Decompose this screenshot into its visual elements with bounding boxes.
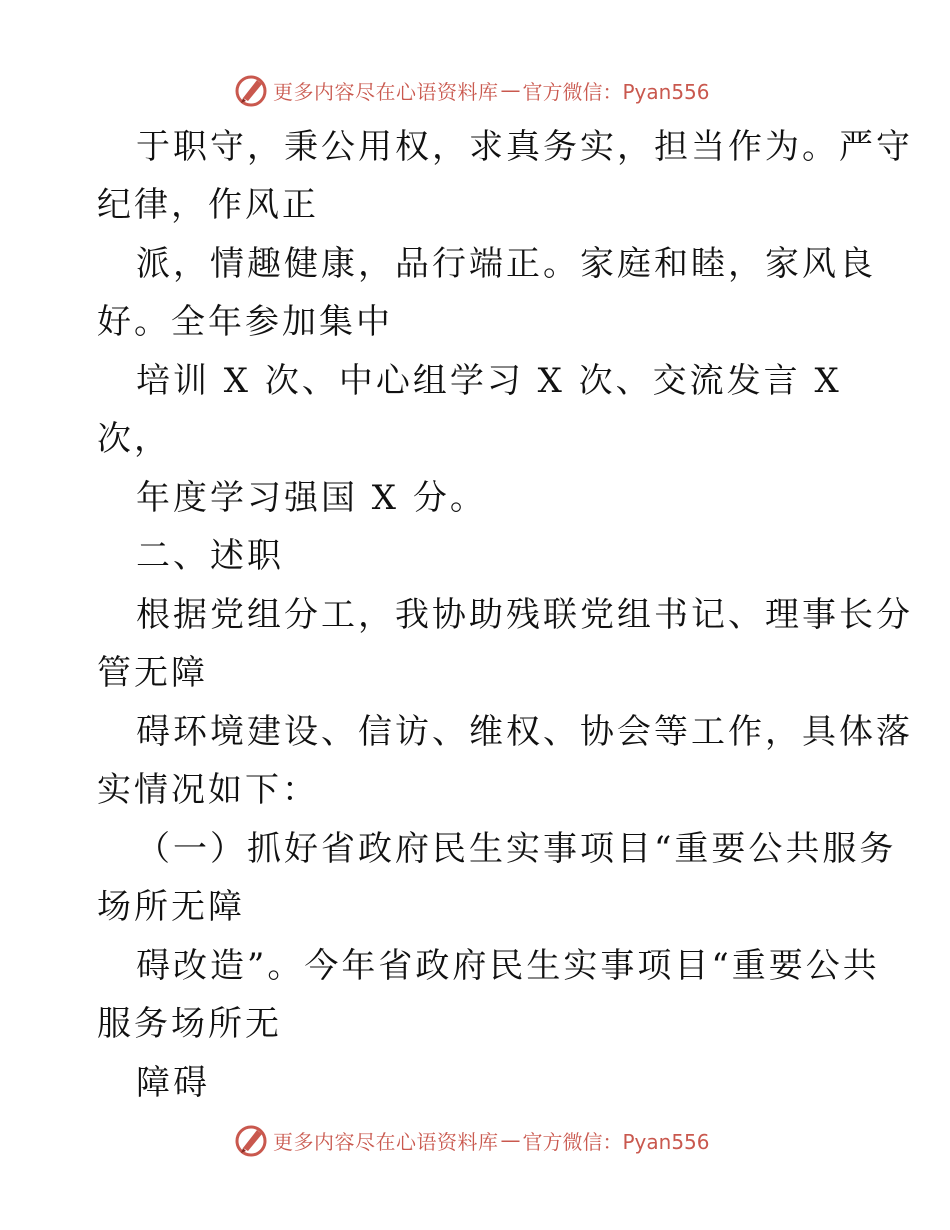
- text-line: 根据党组分工，我协助残联党组书记、理事长分: [136, 595, 913, 635]
- subsection-heading: （一）抓好省政府民生实事项目“重要公共服务: [136, 829, 897, 869]
- text-line: 年度学习强国 X 分。: [136, 478, 487, 518]
- text-line: 碍改造”。今年省政府民生实事项目“重要公共: [136, 946, 880, 986]
- banner-contact: 官方微信：Pyan556: [522, 79, 710, 104]
- banner-separator: —: [500, 1128, 521, 1152]
- footer-banner: [233, 1122, 710, 1158]
- banner-contact: 官方微信：Pyan556: [522, 1129, 710, 1154]
- text-line: 障碍: [136, 1063, 210, 1103]
- text-line: 培训 X 次、中心组学习 X 次、交流发言 X: [136, 361, 842, 401]
- text-line: 实情况如下：: [97, 770, 319, 810]
- banner-text: 更多内容尽在心语资料库: [273, 1129, 499, 1154]
- text-line: 管无障: [97, 653, 208, 693]
- text-line: 服务场所无: [97, 1004, 282, 1044]
- text-line: 碍环境建设、信访、维权、协会等工作，具体落: [136, 712, 913, 752]
- text-line: 好。全年参加集中: [97, 302, 393, 342]
- text-line: 纪律，作风正: [97, 185, 319, 225]
- banner-separator: —: [500, 78, 521, 102]
- banner-text: 更多内容尽在心语资料库: [273, 79, 499, 104]
- text-line: 派，情趣健康，品行端正。家庭和睦，家风良: [136, 244, 876, 284]
- text-line: 次，: [97, 419, 171, 459]
- text-line: 场所无障: [97, 887, 245, 927]
- pen-logo-icon: [233, 1122, 269, 1158]
- text-line: 于职守，秉公用权，求真务实，担当作为。严守: [136, 127, 913, 167]
- section-heading: 二、述职: [136, 536, 284, 576]
